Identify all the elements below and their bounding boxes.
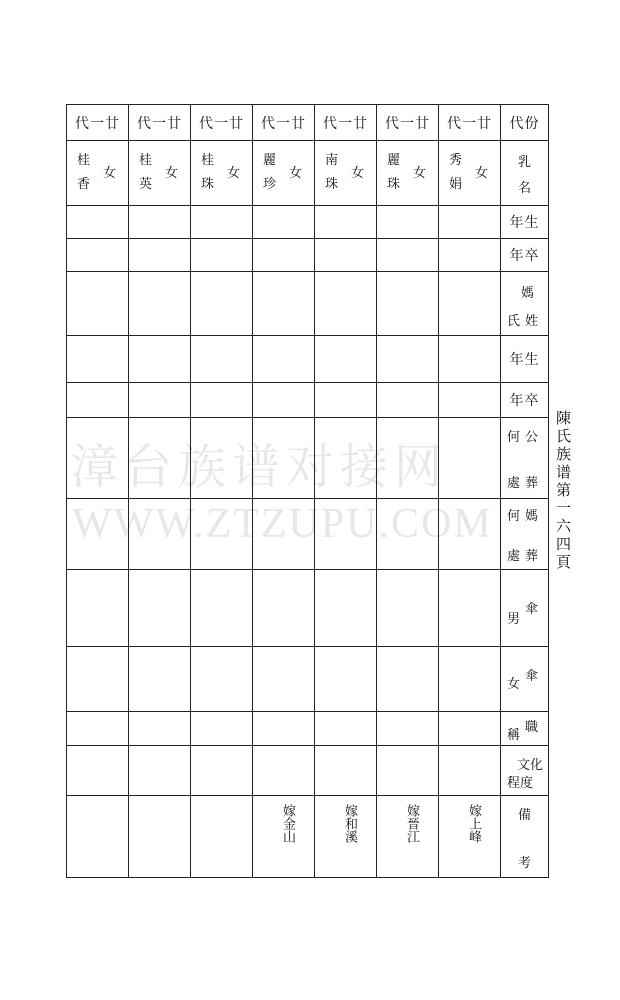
- generation-cell: 代一廿: [199, 115, 244, 132]
- row-header-sons: 男 傘: [507, 602, 539, 627]
- title-row: [67, 712, 549, 746]
- row-header-education: 文化 程度: [507, 758, 544, 791]
- name-cell: 桂 珠 女: [201, 153, 240, 192]
- notes-row: [67, 796, 549, 878]
- generation-cell: 代一廿: [261, 115, 306, 132]
- row-header-mother-burial: 何 媽 處 葬: [507, 509, 539, 564]
- row-header-spouse-birth: 年生: [509, 352, 540, 368]
- generation-cell: 代一廿: [75, 115, 120, 132]
- watermark-chinese: 漳台族谱对接网: [70, 439, 449, 495]
- spouse-birth-row: [67, 336, 549, 383]
- generation-cell: 代一廿: [323, 115, 368, 132]
- name-cell: 麗 珍 女: [263, 153, 302, 192]
- name-cell: 桂 英 女: [139, 153, 178, 192]
- row-header-spouse: 媽 氏 姓: [507, 286, 539, 329]
- row-header-notes: 備 考: [517, 808, 532, 871]
- row-header-generation: 代份: [509, 115, 540, 132]
- childhood-name-row: [67, 141, 549, 206]
- row-header-spouse-death: 年卒: [509, 393, 540, 409]
- name-cell: 麗 珠 女: [387, 153, 426, 192]
- row-header-daughters: 女 傘: [507, 669, 539, 692]
- name-cell: 秀 娟 女: [449, 153, 488, 192]
- generation-row: [67, 105, 549, 141]
- page-title: 陳氏族谱第一六四頁: [554, 410, 572, 572]
- mother-burial-row: [67, 499, 549, 570]
- name-cell: 桂 香 女: [77, 153, 116, 192]
- spouse-death-row: [67, 383, 549, 418]
- note-cell: 嫁晉江: [404, 804, 419, 843]
- note-cell: 嫁上峰: [466, 804, 481, 843]
- birth-year-row: [67, 206, 549, 239]
- father-burial-row: [67, 418, 549, 499]
- row-header-death-year: 年卒: [509, 248, 540, 264]
- genealogy-table: [66, 104, 549, 878]
- row-header-father-burial: 何 公 處 葬: [507, 430, 539, 491]
- row-header-title: 稱 職: [507, 720, 539, 743]
- note-cell: 嫁和溪: [342, 804, 357, 843]
- note-cell: 嫁金山: [280, 804, 295, 843]
- generation-cell: 代一廿: [385, 115, 430, 132]
- education-row: [67, 746, 549, 796]
- daughters-row: [67, 647, 549, 712]
- sons-row: [67, 570, 549, 647]
- row-header-childhood-name: 乳 名: [517, 155, 532, 196]
- name-cell: 南 珠 女: [325, 153, 364, 192]
- spouse-row: [67, 272, 549, 336]
- generation-cell: 代一廿: [137, 115, 182, 132]
- row-header-birth-year: 年生: [509, 215, 540, 231]
- generation-cell: 代一廿: [447, 115, 492, 132]
- watermark-url: WWW.ZTZUPU.COM: [72, 501, 493, 547]
- death-year-row: [67, 239, 549, 272]
